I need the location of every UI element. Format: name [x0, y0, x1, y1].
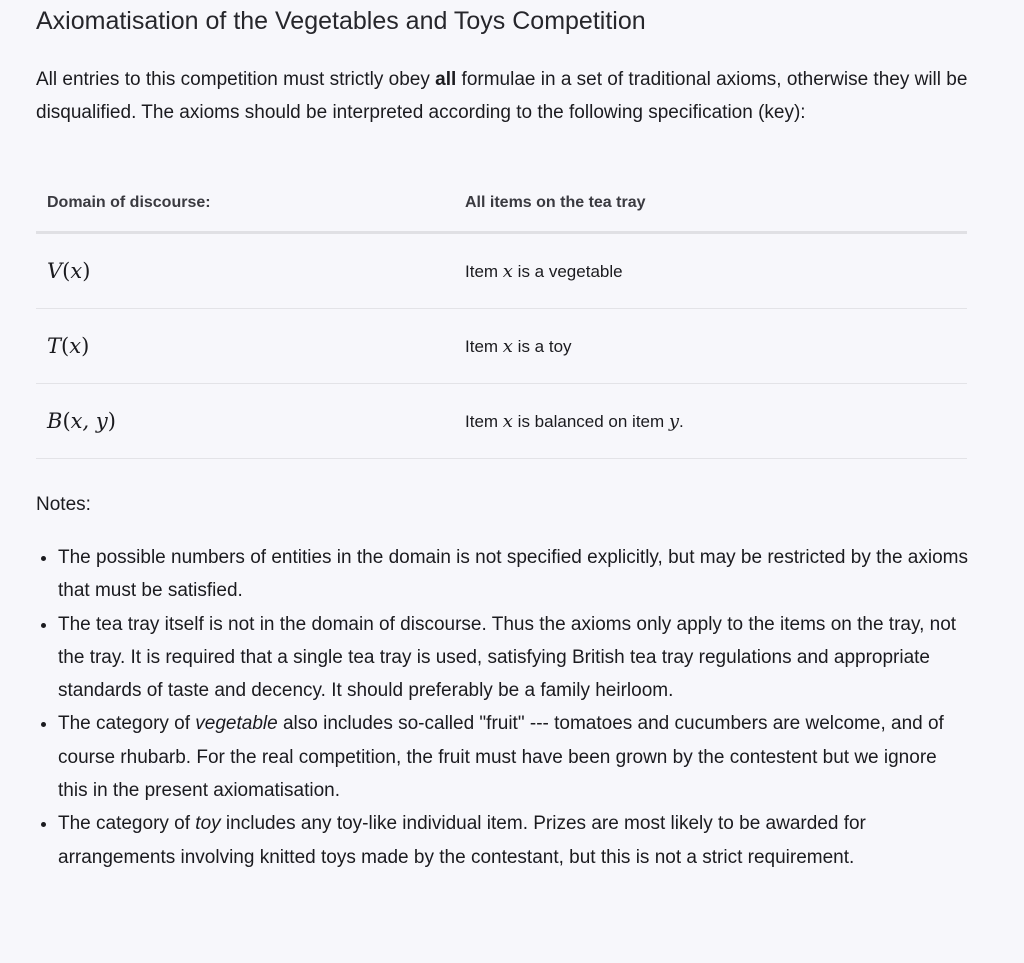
intro-text-2: formulae in a set of traditional axioms, otherwise they will be disqualified. The axioms should be interpreted according to the following specification (key): — [36, 69, 968, 123]
note-emphasis: toy — [195, 813, 221, 835]
predicate-description — [465, 384, 967, 459]
note-text: also includes so-called "fruit" --- tomatoes and cucumbers are welcome, and of course rhubarb. For the real competition, the fruit must have been grown by the contestent but we ignore this in the present axiomatisation. — [58, 713, 944, 802]
key-table-header — [36, 175, 967, 233]
desc-variable: x — [502, 335, 513, 357]
key-row-vegetable — [36, 233, 967, 309]
predicate-symbol — [36, 384, 465, 459]
close-paren: ) — [81, 334, 90, 358]
predicate-symbol — [36, 309, 465, 384]
list-item — [58, 807, 970, 874]
desc-text: is balanced on item — [512, 411, 669, 431]
open-paren: ( — [62, 409, 71, 433]
domain-value: All items on the tea tray — [465, 175, 967, 233]
specification-key-table — [36, 175, 967, 459]
predicate-description — [465, 309, 967, 384]
intro-paragraph — [36, 63, 971, 129]
intro-text-1: All entries to this competition must strictly obey — [36, 69, 436, 90]
note-text: The possible numbers of entities in the domain is not specified explicitly, but may be restricted by the axioms that must be satisfied. — [58, 547, 968, 602]
predicate-args: x — [70, 259, 83, 283]
desc-text: Item — [465, 336, 503, 356]
predicate-args: x, y — [70, 409, 108, 433]
notes-list — [36, 541, 970, 874]
page-title: Axiomatisation of the Vegetables and Toys Competition — [36, 7, 646, 35]
list-item — [58, 707, 970, 807]
open-paren: ( — [61, 334, 70, 358]
intro-bold: all — [435, 69, 457, 90]
note-emphasis: vegetable — [195, 713, 278, 735]
note-text: The category of — [58, 713, 196, 735]
predicate-name: V — [47, 259, 63, 283]
predicate-description — [465, 233, 967, 309]
list-item — [58, 608, 970, 708]
desc-variable: x — [502, 410, 513, 432]
desc-text: is a vegetable — [512, 261, 623, 281]
desc-text: is a toy — [512, 336, 572, 356]
close-paren: ) — [82, 259, 91, 283]
predicate-name: B — [47, 409, 63, 433]
open-paren: ( — [62, 259, 71, 283]
predicate-name: T — [47, 334, 62, 358]
note-text: The tea tray itself is not in the domain of discourse. Thus the axioms only apply to the items on the tray, not the tray. It is required that a single tea tray is used, satisfying British tea tray regulations and appropriate standards of taste and decency. It should preferably be a family heirloom. — [58, 613, 957, 702]
desc-text: Item — [465, 261, 503, 281]
notes-heading: Notes: — [36, 494, 91, 515]
close-paren: ) — [107, 409, 116, 433]
note-text: includes any toy-like individual item. Prizes are most likely to be awarded for arrangements involving knitted toys made by the contestant, but this is not a strict requirement. — [58, 813, 866, 868]
domain-label: Domain of discourse: — [36, 175, 465, 233]
desc-variable: y — [668, 410, 680, 432]
desc-text: Item — [465, 411, 503, 431]
list-item — [58, 541, 970, 608]
predicate-symbol — [36, 233, 465, 309]
desc-text: . — [679, 411, 684, 431]
key-row-toy — [36, 309, 967, 384]
desc-variable: x — [502, 260, 513, 282]
key-row-balanced — [36, 384, 967, 459]
note-text: The category of — [58, 813, 196, 835]
predicate-args: x — [69, 334, 82, 358]
